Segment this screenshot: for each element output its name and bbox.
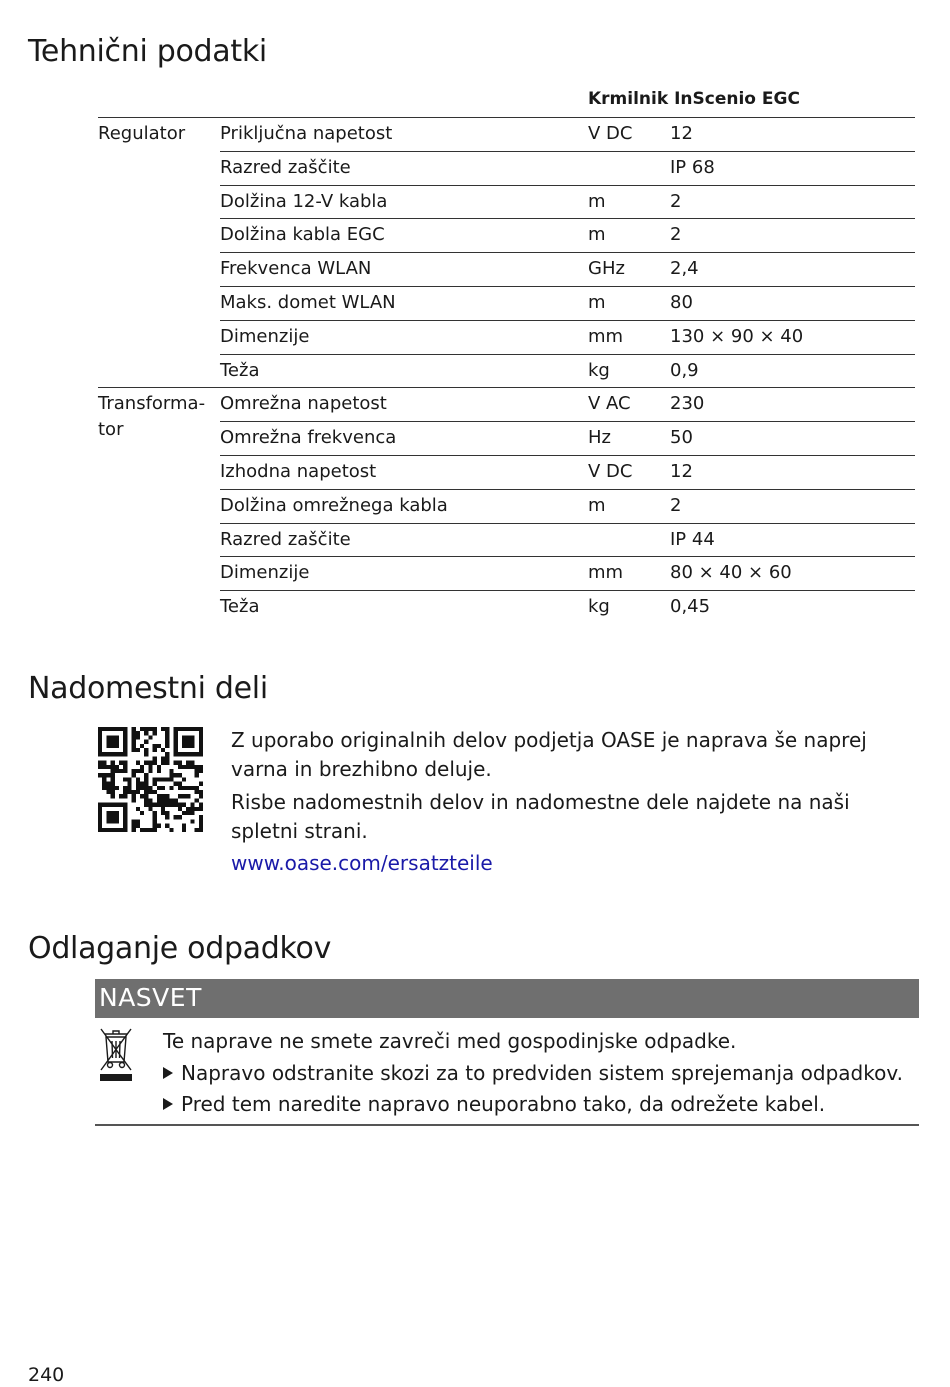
bullet-arrow-icon [163, 1067, 173, 1079]
spec-unit: kg [588, 359, 610, 381]
spec-table-column-header: Krmilnik InScenio EGC [588, 89, 800, 109]
row-divider [220, 252, 915, 253]
spare-parts-paragraph-1: Z uporabo originalnih delov podjetja OASE je naprava še naprej varna in brezhibno deluje. [231, 728, 867, 781]
spec-unit: kg [588, 596, 610, 618]
spec-unit: V DC [588, 123, 633, 144]
spec-value: 130 × 90 × 40 [670, 325, 804, 347]
disposal-bullet-1 [163, 1059, 903, 1087]
spec-row [220, 421, 915, 454]
spec-param: Razred zaščite [220, 156, 351, 178]
row-divider [220, 556, 915, 557]
spec-param: Teža [220, 596, 260, 618]
notice-label: NASVET [99, 983, 202, 1012]
spec-group-label: Transforma- tor [98, 393, 206, 441]
row-divider [220, 320, 915, 321]
spec-value: 2,4 [670, 258, 699, 280]
qr-code-icon [98, 727, 203, 832]
spec-unit: m [588, 292, 606, 313]
spec-row [220, 590, 915, 623]
spec-row [220, 489, 915, 522]
spec-row [220, 151, 915, 184]
spare-parts-link[interactable]: www.oase.com/ersatzteile [231, 851, 493, 875]
spec-param: Dimenzije [220, 562, 310, 584]
row-divider [220, 218, 915, 219]
spec-value: 2 [670, 190, 682, 212]
spec-value: 80 [670, 292, 693, 313]
spec-param: Dolžina omrežnega kabla [220, 494, 448, 516]
spec-row [220, 252, 915, 285]
spare-parts-paragraph-2: Risbe nadomestnih delov in nadomestne dele najdete na naši spletni strani. [231, 790, 850, 843]
row-divider [220, 421, 915, 422]
section-title-spare-parts: Nadomestni deli [28, 671, 268, 706]
row-divider [220, 489, 915, 490]
spec-value: 50 [670, 427, 693, 449]
row-divider [220, 151, 915, 152]
spec-param: Maks. domet WLAN [220, 292, 396, 313]
spec-row [220, 185, 915, 218]
section-title-technical-data: Tehnični podatki [28, 34, 267, 69]
row-divider [220, 523, 915, 524]
spec-unit: GHz [588, 258, 625, 280]
section-title-disposal: Odlaganje odpadkov [28, 931, 332, 966]
spec-param: Razred zaščite [220, 528, 351, 550]
spec-unit: m [588, 190, 606, 212]
notice-bar [95, 979, 919, 1018]
spec-row [220, 455, 915, 488]
spec-value: IP 68 [670, 156, 715, 178]
spec-param: Dolžina kabla EGC [220, 224, 385, 246]
spec-value: 230 [670, 393, 705, 415]
spec-value: 2 [670, 494, 682, 516]
group-divider [98, 117, 220, 118]
spec-unit: V AC [588, 393, 631, 415]
crossed-out-bin-icon [96, 1026, 136, 1084]
spec-row [220, 354, 915, 387]
spec-value: 12 [670, 123, 693, 144]
spec-param: Priključna napetost [220, 123, 393, 144]
disposal-bullet-1-text: Napravo odstranite skozi za to predviden sistem sprejemanja odpadkov. [181, 1061, 903, 1085]
row-divider [220, 286, 915, 287]
disposal-note: Te naprave ne smete zavreči med gospodinjske odpadke. [163, 1029, 737, 1053]
spec-param: Izhodna napetost [220, 461, 377, 482]
spec-row [220, 556, 915, 589]
spec-row [220, 286, 915, 319]
spec-group-label: Regulator [98, 123, 186, 144]
spec-unit: mm [588, 325, 624, 347]
spec-row [220, 387, 915, 420]
spec-param: Teža [220, 359, 260, 381]
spec-value: 0,9 [670, 359, 699, 381]
row-divider [220, 387, 915, 388]
spec-row [220, 218, 915, 251]
spec-value: 80 × 40 × 60 [670, 562, 792, 584]
row-divider [220, 354, 915, 355]
spec-row [220, 523, 915, 556]
spec-param: Frekvenca WLAN [220, 258, 372, 280]
page-number: 240 [28, 1364, 65, 1386]
spec-value: 2 [670, 224, 682, 246]
row-divider [220, 455, 915, 456]
spec-row [220, 320, 915, 353]
spec-unit: mm [588, 562, 624, 584]
spec-unit: V DC [588, 461, 633, 482]
divider [95, 1124, 919, 1126]
spec-param: Omrežna frekvenca [220, 427, 397, 449]
disposal-bullet-2-text: Pred tem naredite napravo neuporabno tako, da odrežete kabel. [181, 1092, 826, 1116]
spec-row [220, 117, 915, 150]
spec-unit: Hz [588, 427, 611, 449]
group-divider [98, 387, 220, 388]
row-divider [220, 117, 915, 118]
bullet-arrow-icon [163, 1098, 173, 1110]
row-divider [220, 590, 915, 591]
spec-unit: m [588, 224, 606, 246]
row-divider [220, 185, 915, 186]
spec-param: Dimenzije [220, 325, 310, 347]
spec-param: Dolžina 12-V kabla [220, 190, 388, 212]
spec-unit: m [588, 494, 606, 516]
disposal-bullet-2 [163, 1090, 825, 1118]
spec-value: 12 [670, 461, 693, 482]
spec-param: Omrežna napetost [220, 393, 387, 415]
spec-value: IP 44 [670, 528, 715, 550]
spec-value: 0,45 [670, 596, 711, 618]
